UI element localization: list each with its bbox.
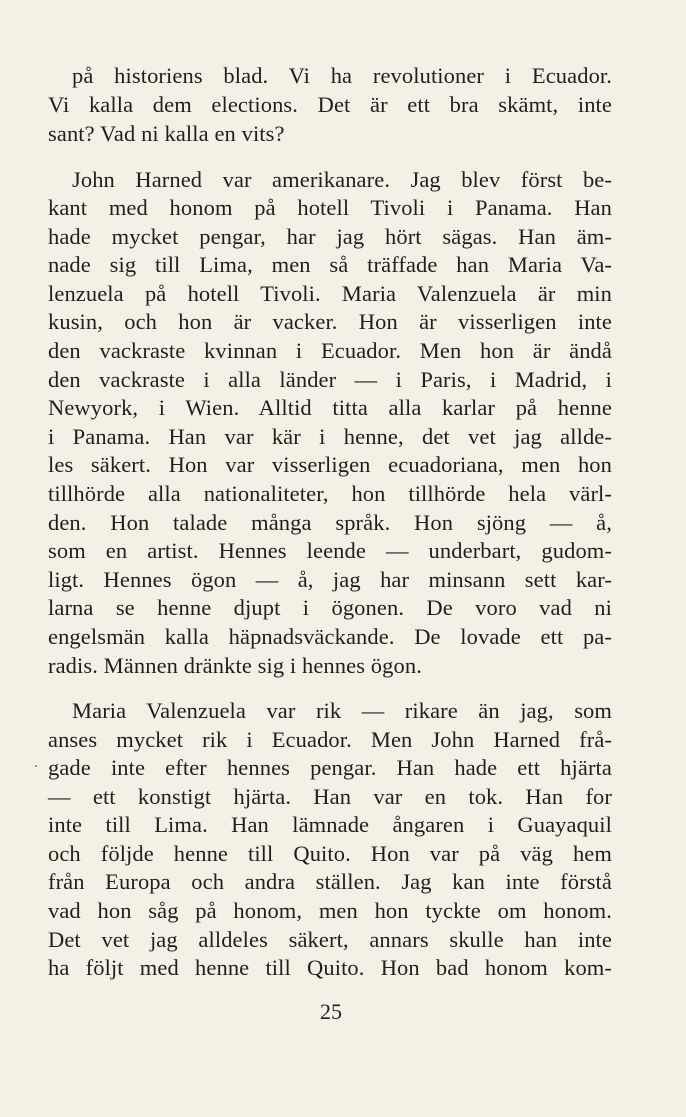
text-line: — ett konstigt hjärta. Han var en tok. Han for (48, 784, 612, 809)
text-line: i Panama. Han var kär i henne, det vet jag allde- (48, 424, 612, 449)
text-line: engelsmän kalla häpnadsväckande. De lovade ett pa- (48, 624, 612, 649)
text-line: kusin, och hon är vacker. Hon är visserligen inte (48, 309, 612, 334)
text-line: nade sig till Lima, men så träffade han Maria Va- (48, 252, 612, 277)
text-line: anses mycket rik i Ecuador. Men John Harned frå- (48, 727, 612, 752)
text-line: hade mycket pengar, har jag hört sägas. Han äm- (48, 224, 612, 249)
text-line: sant? Vad ni kalla en vits? (48, 121, 285, 146)
text-line: Maria Valenzuela var rik — rikare än jag, som (72, 698, 612, 723)
text-line: Vi kalla dem elections. Det är ett bra skämt, inte (48, 92, 612, 117)
text-line: radis. Männen dränkte sig i hennes ögon. (48, 653, 422, 678)
text-line: Det vet jag alldeles säkert, annars skulle han inte (48, 927, 612, 952)
text-line: lenzuela på hotell Tivoli. Maria Valenzuela är min (48, 281, 612, 306)
text-line: och följde henne till Quito. Hon var på väg hem (48, 841, 612, 866)
text-line: kant med honom på hotell Tivoli i Panama. Han (48, 195, 612, 220)
text-line: från Europa och andra ställen. Jag kan inte förstå (48, 869, 612, 894)
text-line: ligt. Hennes ögon — å, jag har minsann sett kar- (48, 567, 612, 592)
text-line: John Harned var amerikanare. Jag blev först be- (72, 167, 612, 192)
text-line: vad hon såg på honom, men hon tyckte om honom. (48, 898, 612, 923)
text-line: gade inte efter hennes pengar. Han hade ett hjärta (48, 755, 612, 780)
margin-mark (35, 765, 37, 767)
text-line: den. Hon talade många språk. Hon sjöng — å, (48, 510, 612, 535)
text-line: tillhörde alla nationaliteter, hon tillhörde hela värl- (48, 481, 612, 506)
text-line: inte till Lima. Han lämnade ångaren i Guayaquil (48, 812, 612, 837)
page-number: 25 (320, 999, 342, 1024)
text-line: som en artist. Hennes leende — underbart, gudom- (48, 538, 612, 563)
text-line: Newyork, i Wien. Alltid titta alla karlar på henne (48, 395, 612, 420)
text-line: den vackraste kvinnan i Ecuador. Men hon är ändå (48, 338, 612, 363)
text-line: ha följt med henne till Quito. Hon bad honom kom- (48, 955, 612, 980)
text-line: på historiens blad. Vi ha revolutioner i Ecuador. (72, 63, 612, 88)
text-line: larna se henne djupt i ögonen. De voro vad ni (48, 595, 612, 620)
text-line: les säkert. Hon var visserligen ecuadoriana, men hon (48, 452, 612, 477)
text-line: den vackraste i alla länder — i Paris, i Madrid, i (48, 367, 612, 392)
